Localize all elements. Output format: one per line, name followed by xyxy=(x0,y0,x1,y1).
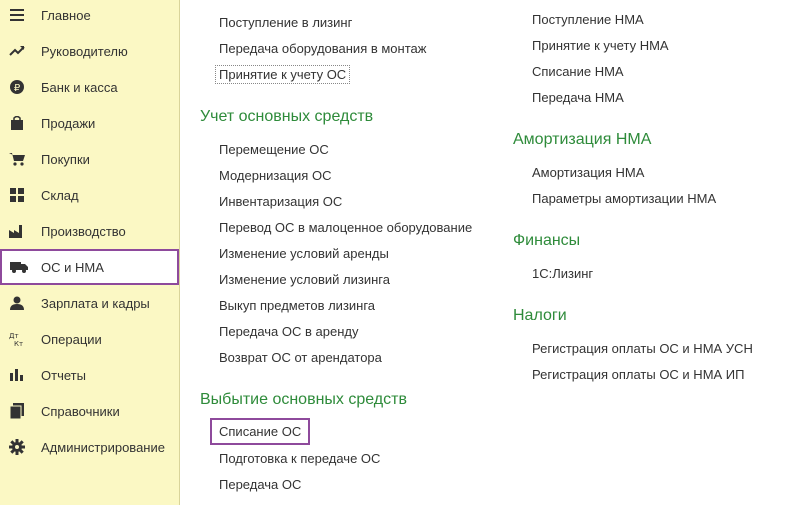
link-low-value-transfer[interactable]: Перевод ОС в малоценное оборудование xyxy=(219,220,473,235)
sidebar-item-label: Продажи xyxy=(41,115,96,131)
sidebar-item-label: ОС и НМА xyxy=(41,259,104,275)
link-asset-transfer[interactable]: Перемещение ОС xyxy=(219,142,329,157)
sidebar-item-label: Операции xyxy=(41,331,102,347)
sidebar-item-admin[interactable] xyxy=(0,429,179,465)
trend-icon xyxy=(8,42,26,60)
bar-chart-icon xyxy=(8,366,26,384)
sidebar-item-label: Покупки xyxy=(41,151,90,167)
sidebar-item-salary[interactable] xyxy=(0,285,179,321)
link-payment-registration-usn[interactable]: Регистрация оплаты ОС и НМА УСН xyxy=(532,341,753,356)
section-title-asset-disposal: Выбытие основных средств xyxy=(200,391,407,408)
sidebar-item-label: Отчеты xyxy=(41,367,86,383)
link-asset-modernization[interactable]: Модернизация ОС xyxy=(219,168,332,183)
factory-icon xyxy=(8,222,26,240)
sidebar-item-main[interactable] xyxy=(0,0,179,33)
ruble-coin-icon xyxy=(8,78,26,96)
link-intangible-receipt[interactable]: Поступление НМА xyxy=(532,12,644,27)
gear-icon xyxy=(8,438,26,456)
link-1c-leasing[interactable]: 1С:Лизинг xyxy=(532,266,594,281)
person-icon xyxy=(8,294,26,312)
sidebar-item-warehouse[interactable] xyxy=(0,177,179,213)
link-rent-terms-change[interactable]: Изменение условий аренды xyxy=(219,246,389,261)
sidebar-item-label: Зарплата и кадры xyxy=(41,295,150,311)
section-title-intangible-amortization: Амортизация НМА xyxy=(513,131,652,148)
sidebar-item-fixed-assets[interactable] xyxy=(0,249,179,285)
link-intangible-acceptance[interactable]: Принятие к учету НМА xyxy=(532,38,669,53)
sidebar-item-label: Банк и касса xyxy=(41,79,118,95)
link-asset-rent-out[interactable]: Передача ОС в аренду xyxy=(219,324,359,339)
svg-text:Дт: Дт xyxy=(9,332,19,340)
warehouse-grid-icon xyxy=(8,186,26,204)
menu-icon xyxy=(8,6,26,24)
sidebar-item-manager[interactable] xyxy=(0,33,179,69)
link-intangible-write-off[interactable]: Списание НМА xyxy=(532,64,624,79)
link-asset-acceptance[interactable]: Принятие к учету ОС xyxy=(215,65,350,84)
sidebar-item-label: Производство xyxy=(41,223,126,239)
main-content xyxy=(180,0,789,505)
link-amortization-params[interactable]: Параметры амортизации НМА xyxy=(532,191,717,206)
link-lease-terms-change[interactable]: Изменение условий лизинга xyxy=(219,272,390,287)
sidebar-item-label: Администрирование xyxy=(41,439,165,455)
link-lease-receipt[interactable]: Поступление в лизинг xyxy=(219,15,353,30)
section-title-taxes: Налоги xyxy=(513,307,567,324)
sidebar-item-label: Главное xyxy=(41,7,91,23)
sidebar-item-production[interactable] xyxy=(0,213,179,249)
sidebar-item-operations[interactable] xyxy=(0,321,179,357)
sidebar-item-references[interactable] xyxy=(0,393,179,429)
svg-text:Кт: Кт xyxy=(14,340,24,347)
link-asset-inventory[interactable]: Инвентаризация ОС xyxy=(219,194,343,209)
sidebar-item-reports[interactable] xyxy=(0,357,179,393)
link-payment-registration-ip[interactable]: Регистрация оплаты ОС и НМА ИП xyxy=(532,367,745,382)
link-asset-handover[interactable]: Передача ОС xyxy=(219,477,302,492)
books-icon xyxy=(8,402,26,420)
link-lease-buyout[interactable]: Выкуп предметов лизинга xyxy=(219,298,376,313)
link-asset-rent-return[interactable]: Возврат ОС от арендатора xyxy=(219,350,382,365)
link-equipment-mounting[interactable]: Передача оборудования в монтаж xyxy=(219,41,427,56)
section-title-finance: Финансы xyxy=(513,232,581,249)
dt-kt-icon xyxy=(8,330,26,348)
sidebar-item-label: Руководителю xyxy=(41,43,128,59)
sidebar-item-sales[interactable] xyxy=(0,105,179,141)
cart-icon xyxy=(8,150,26,168)
link-intangible-transfer[interactable]: Передача НМА xyxy=(532,90,624,105)
shopping-bag-icon xyxy=(8,114,26,132)
section-title-asset-accounting: Учет основных средств xyxy=(200,108,374,125)
truck-icon xyxy=(10,258,28,276)
sidebar-item-bank[interactable] xyxy=(0,69,179,105)
svg-text:₽: ₽ xyxy=(13,83,21,94)
sidebar-item-label: Склад xyxy=(41,187,79,203)
link-intangible-amortization[interactable]: Амортизация НМА xyxy=(532,165,645,180)
link-asset-write-off[interactable]: Списание ОС xyxy=(210,418,310,445)
link-asset-transfer-prep[interactable]: Подготовка к передаче ОС xyxy=(219,451,381,466)
sidebar-item-label: Справочники xyxy=(41,403,120,419)
sidebar-item-purchases[interactable] xyxy=(0,141,179,177)
sidebar xyxy=(0,0,180,505)
